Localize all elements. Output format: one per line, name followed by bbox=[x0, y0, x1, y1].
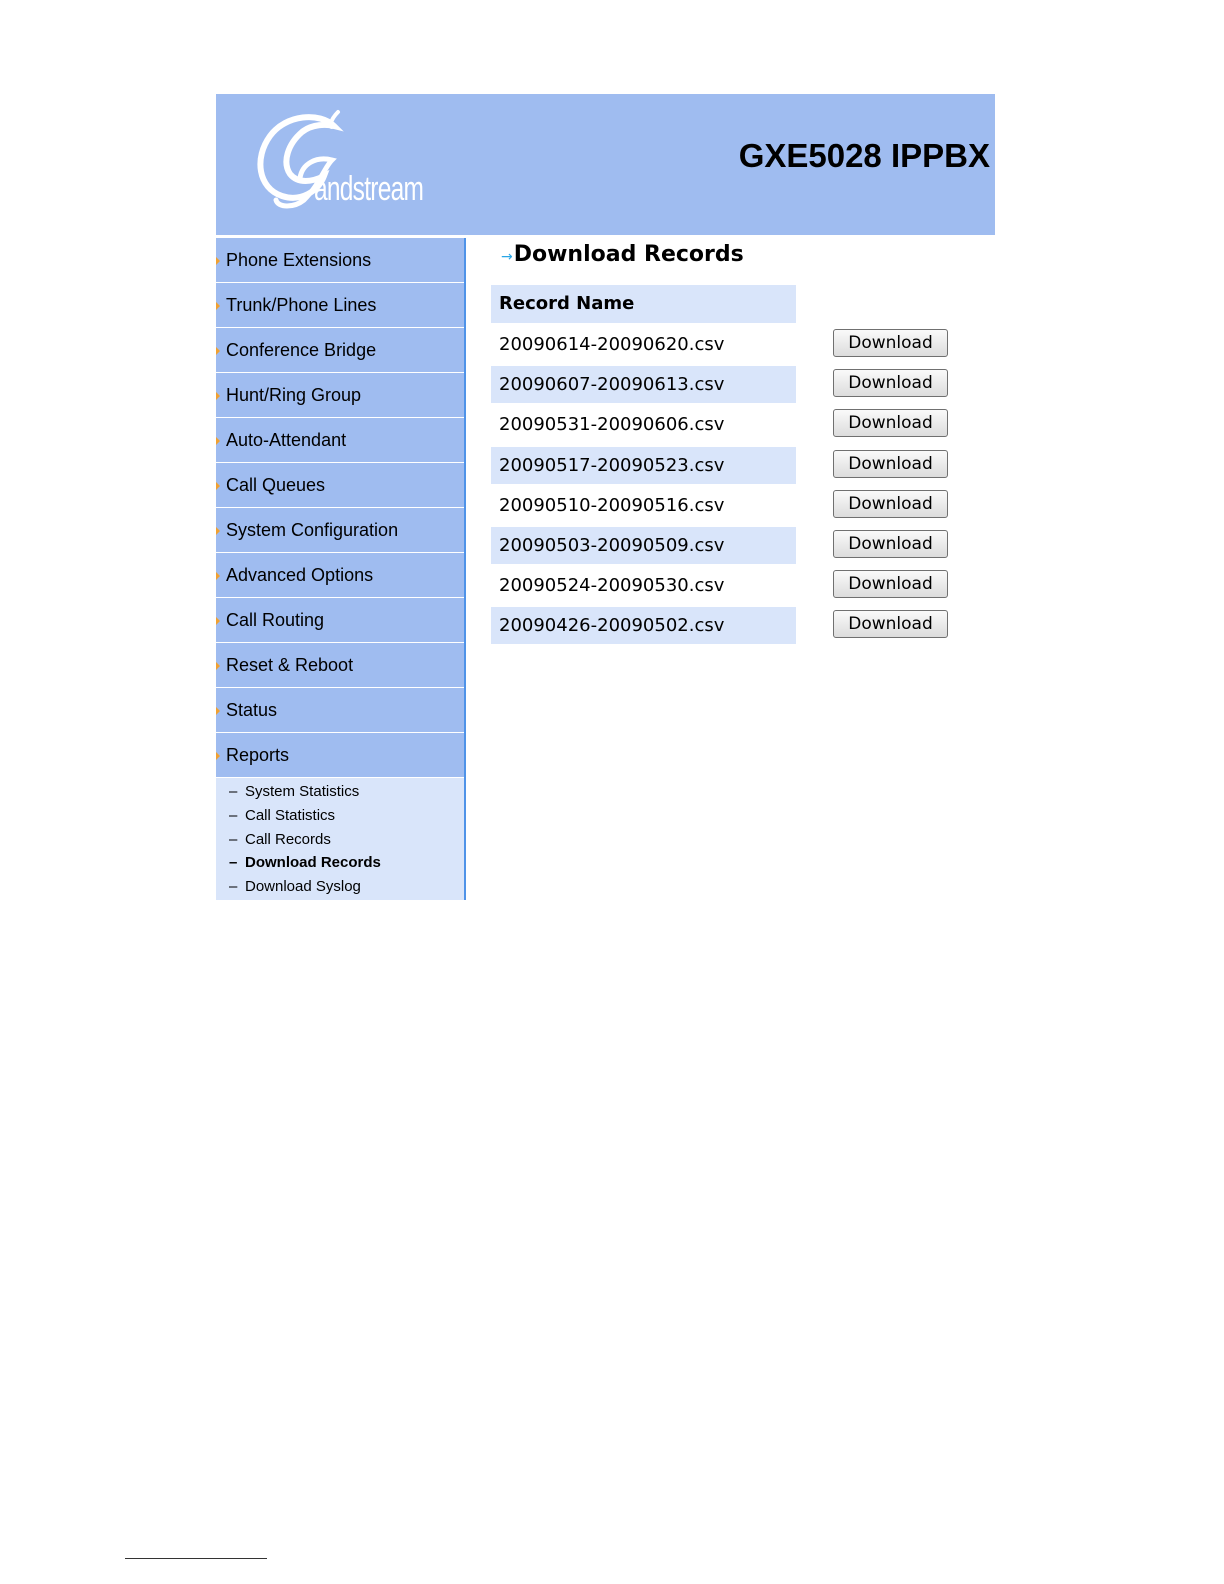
dash-icon: – bbox=[229, 830, 238, 848]
sidebar-item-trunk-phone-lines[interactable] bbox=[216, 283, 464, 328]
record-name-cell: 20090524-20090530.csv bbox=[499, 575, 725, 597]
sidebar-item-advanced-options[interactable] bbox=[216, 553, 464, 598]
bullet-icon bbox=[216, 302, 220, 310]
sidebar-item-reports[interactable] bbox=[216, 733, 464, 778]
download-button[interactable]: Download bbox=[833, 409, 948, 437]
sidebar-item-label: Reports bbox=[226, 745, 290, 765]
dash-icon: – bbox=[229, 806, 238, 824]
sidebar-item-status[interactable] bbox=[216, 688, 464, 733]
reports-submenu bbox=[216, 778, 464, 900]
arrow-right-icon: → bbox=[501, 249, 513, 265]
records-table bbox=[491, 285, 961, 645]
submenu-item-call-records[interactable] bbox=[216, 828, 464, 852]
sidebar-item-label: Hunt/Ring Group bbox=[226, 385, 362, 405]
bullet-icon bbox=[216, 347, 220, 355]
record-name-cell: 20090607-20090613.csv bbox=[491, 366, 796, 403]
bullet-icon bbox=[216, 707, 220, 715]
bullet-icon bbox=[216, 527, 220, 535]
download-button[interactable]: Download bbox=[833, 450, 948, 478]
sidebar-item-label: Call Queues bbox=[226, 475, 326, 495]
sidebar-nav bbox=[216, 238, 466, 900]
download-button[interactable]: Download bbox=[833, 369, 948, 397]
table-row bbox=[491, 363, 961, 403]
submenu-item-system-statistics[interactable] bbox=[216, 780, 464, 804]
submenu-item-label: Download Records bbox=[245, 854, 381, 872]
bullet-icon bbox=[216, 482, 220, 490]
table-row bbox=[491, 604, 961, 644]
table-row bbox=[491, 444, 961, 484]
submenu-item-label: System Statistics bbox=[245, 783, 360, 800]
bullet-icon bbox=[216, 437, 220, 445]
record-name-cell: 20090614-20090620.csv bbox=[499, 334, 725, 355]
sidebar-item-system-configuration[interactable] bbox=[216, 508, 464, 553]
sidebar-item-label: Status bbox=[226, 700, 278, 720]
footnote-divider bbox=[125, 1558, 267, 1559]
bullet-icon bbox=[216, 752, 220, 760]
download-button[interactable]: Download bbox=[833, 530, 948, 558]
sidebar-item-auto-attendant[interactable] bbox=[216, 418, 464, 463]
sidebar-item-phone-extensions[interactable] bbox=[216, 238, 464, 283]
submenu-item-download-records[interactable] bbox=[216, 851, 464, 875]
sidebar-item-reset-reboot[interactable] bbox=[216, 643, 464, 688]
dash-icon: – bbox=[229, 783, 238, 800]
sidebar-item-hunt-ring-group[interactable] bbox=[216, 373, 464, 418]
logo-wordmark: andstream bbox=[314, 170, 424, 208]
record-name-cell: 20090531-20090606.csv bbox=[499, 414, 725, 436]
download-button[interactable]: Download bbox=[833, 329, 948, 357]
sidebar-item-label: Phone Extensions bbox=[226, 250, 372, 270]
submenu-item-label: Call Statistics bbox=[245, 806, 336, 824]
sidebar-item-call-routing[interactable] bbox=[216, 598, 464, 643]
bullet-icon bbox=[216, 662, 220, 670]
bullet-icon bbox=[216, 257, 220, 265]
table-row bbox=[491, 323, 961, 363]
submenu-item-download-syslog[interactable] bbox=[216, 875, 464, 899]
submenu-item-label: Call Records bbox=[245, 830, 331, 848]
sidebar-item-call-queues[interactable] bbox=[216, 463, 464, 508]
dash-icon: – bbox=[229, 878, 238, 896]
sidebar-item-label: Auto-Attendant bbox=[226, 430, 347, 450]
sidebar-item-label: Reset & Reboot bbox=[226, 655, 354, 675]
table-row bbox=[491, 484, 961, 524]
grandstream-logo bbox=[242, 104, 442, 214]
header-banner bbox=[216, 94, 995, 235]
dash-icon: – bbox=[229, 854, 238, 872]
page-title bbox=[501, 242, 744, 267]
bullet-icon bbox=[216, 392, 220, 400]
sidebar-item-label: Advanced Options bbox=[226, 565, 374, 585]
submenu-item-label: Download Syslog bbox=[245, 878, 361, 896]
bullet-icon bbox=[216, 617, 220, 625]
submenu-item-call-statistics[interactable] bbox=[216, 804, 464, 828]
sidebar-item-label: System Configuration bbox=[226, 520, 399, 540]
download-button[interactable]: Download bbox=[833, 490, 948, 518]
bullet-icon bbox=[216, 572, 220, 580]
table-row bbox=[491, 564, 961, 604]
sidebar-item-conference-bridge[interactable] bbox=[216, 328, 464, 373]
download-button[interactable]: Download bbox=[833, 570, 948, 598]
sidebar-item-label: Conference Bridge bbox=[226, 340, 377, 360]
page-title-text: Download Records bbox=[513, 242, 744, 267]
record-name-cell: 20090510-20090516.csv bbox=[499, 494, 725, 516]
download-button[interactable]: Download bbox=[833, 610, 948, 638]
record-name-cell: 20090517-20090523.csv bbox=[491, 447, 796, 484]
column-header-record-name: Record Name bbox=[491, 285, 796, 323]
table-row bbox=[491, 403, 961, 443]
product-title: GXE5028 IPPBX bbox=[738, 137, 990, 174]
table-row bbox=[491, 524, 961, 564]
sidebar-item-label: Call Routing bbox=[226, 610, 325, 630]
sidebar-item-label: Trunk/Phone Lines bbox=[226, 295, 377, 315]
record-name-cell: 20090426-20090502.csv bbox=[491, 607, 796, 644]
record-name-cell: 20090503-20090509.csv bbox=[491, 527, 796, 564]
